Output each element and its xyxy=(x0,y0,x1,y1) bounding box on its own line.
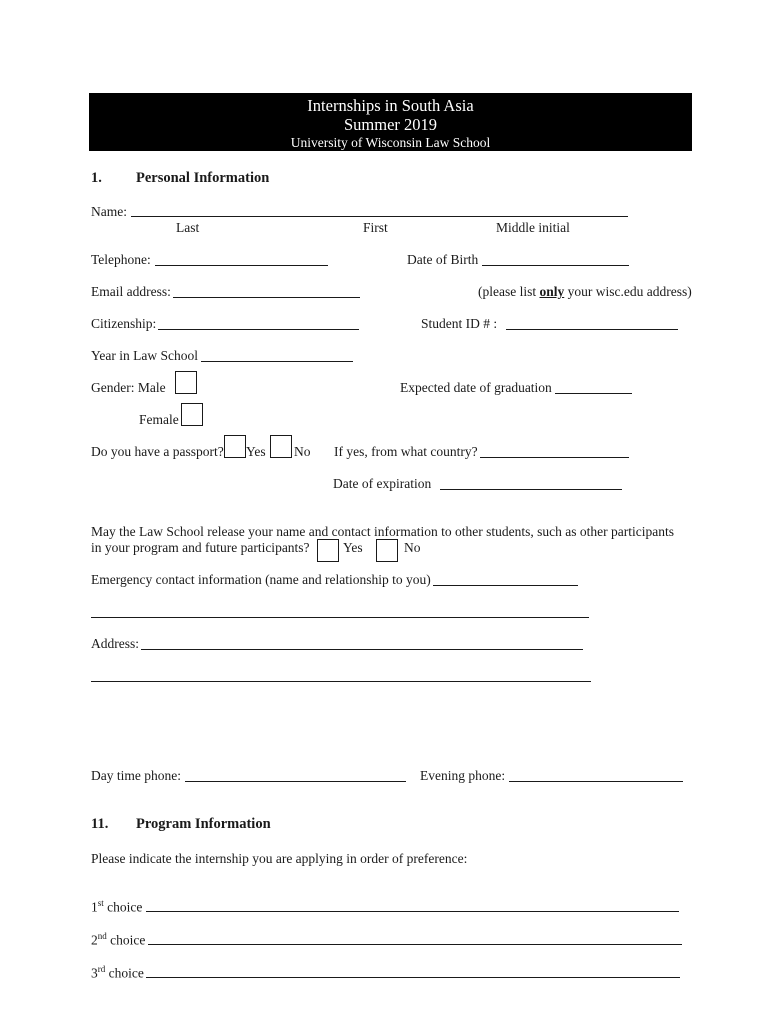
title-banner xyxy=(89,93,692,151)
emergency-label: Emergency contact information (name and relationship to you) xyxy=(91,572,431,587)
graduation-field[interactable] xyxy=(557,376,630,392)
expiration-label: Date of expiration xyxy=(333,476,432,491)
male-checkbox[interactable] xyxy=(175,371,197,394)
country-field[interactable] xyxy=(482,440,627,456)
emergency-line xyxy=(433,585,578,586)
email-note-emphasis: only xyxy=(539,284,565,299)
last-caption: Last xyxy=(176,220,200,235)
banner-subtitle: Summer 2019 xyxy=(343,115,438,134)
release-no-label: No xyxy=(404,540,421,555)
dob-label: Date of Birth xyxy=(407,252,479,267)
name-line xyxy=(131,216,628,217)
expiration-line xyxy=(440,489,622,490)
expiration-field[interactable] xyxy=(442,472,620,488)
passport-yes-label: Yes xyxy=(246,444,266,459)
choice-3-field[interactable] xyxy=(148,960,678,976)
passport-label: Do you have a passport? xyxy=(91,444,224,459)
student-id-line xyxy=(506,329,678,330)
year-field[interactable] xyxy=(203,344,351,360)
female-checkbox[interactable] xyxy=(181,403,203,426)
choice-1-label: 1st choice xyxy=(91,898,143,915)
address-field[interactable] xyxy=(143,632,581,648)
day-phone-label: Day time phone: xyxy=(91,768,181,783)
dob-field[interactable] xyxy=(484,248,627,264)
release-yes-checkbox[interactable] xyxy=(317,539,339,562)
student-id-field[interactable] xyxy=(508,312,676,328)
release-no-checkbox[interactable] xyxy=(376,539,398,562)
day-phone-line xyxy=(185,781,406,782)
program-instruction: Please indicate the internship you are applying in order of preference: xyxy=(91,851,468,866)
middle-initial-caption: Middle initial xyxy=(496,220,570,235)
female-label: Female xyxy=(139,412,179,427)
release-question-line1: May the Law School release your name and contact information to other students, such as other participants xyxy=(91,524,674,539)
country-label: If yes, from what country? xyxy=(334,444,478,459)
country-line xyxy=(480,457,629,458)
gender-label: Gender: Male xyxy=(91,380,166,395)
address-label: Address: xyxy=(91,636,139,651)
emergency-line-2 xyxy=(91,617,589,618)
telephone-label: Telephone: xyxy=(91,252,151,267)
email-note: (please list only your wisc.edu address) xyxy=(478,284,692,299)
dob-line xyxy=(482,265,629,266)
telephone-field[interactable] xyxy=(157,248,326,264)
choice-3-line xyxy=(146,977,680,978)
section2-number: 11. xyxy=(91,816,109,832)
choice-3-label: 3rd choice xyxy=(91,964,144,981)
evening-phone-line xyxy=(509,781,683,782)
citizenship-line xyxy=(158,329,359,330)
passport-no-label: No xyxy=(294,444,311,459)
name-label: Name: xyxy=(91,204,127,219)
citizenship-label: Citizenship: xyxy=(91,316,157,331)
banner-title: Internships in South Asia xyxy=(307,96,474,115)
section2-title: Program Information xyxy=(136,816,271,832)
banner-school: University of Wisconsin Law School xyxy=(290,135,491,150)
graduation-line xyxy=(555,393,632,394)
telephone-line xyxy=(155,265,328,266)
year-label: Year in Law School xyxy=(91,348,198,363)
address-field-2[interactable] xyxy=(93,664,589,680)
emergency-field-2[interactable] xyxy=(93,600,587,616)
choice-1-line xyxy=(146,911,679,912)
name-field[interactable] xyxy=(133,200,626,216)
day-phone-field[interactable] xyxy=(187,764,404,780)
student-id-label: Student ID # : xyxy=(421,316,498,331)
first-caption: First xyxy=(363,220,388,235)
evening-phone-field[interactable] xyxy=(511,764,681,780)
choice-1-field[interactable] xyxy=(148,894,677,910)
choice-2-field[interactable] xyxy=(150,927,680,943)
address-line-2 xyxy=(91,681,591,682)
email-field[interactable] xyxy=(175,280,358,296)
release-question-line2: in your program and future participants? xyxy=(91,540,310,555)
address-line xyxy=(141,649,583,650)
choice-2-label: 2nd choice xyxy=(91,931,146,948)
passport-yes-checkbox[interactable] xyxy=(224,435,246,458)
evening-phone-label: Evening phone: xyxy=(420,768,506,783)
release-yes-label: Yes xyxy=(343,540,363,555)
section1-number: 1. xyxy=(91,170,102,186)
email-line xyxy=(173,297,360,298)
section1-title: Personal Information xyxy=(136,170,270,186)
choice-2-line xyxy=(148,944,682,945)
passport-no-checkbox[interactable] xyxy=(270,435,292,458)
emergency-field[interactable] xyxy=(435,568,576,584)
graduation-label: Expected date of graduation xyxy=(400,380,552,395)
year-line xyxy=(201,361,353,362)
email-label: Email address: xyxy=(91,284,171,299)
citizenship-field[interactable] xyxy=(160,312,357,328)
